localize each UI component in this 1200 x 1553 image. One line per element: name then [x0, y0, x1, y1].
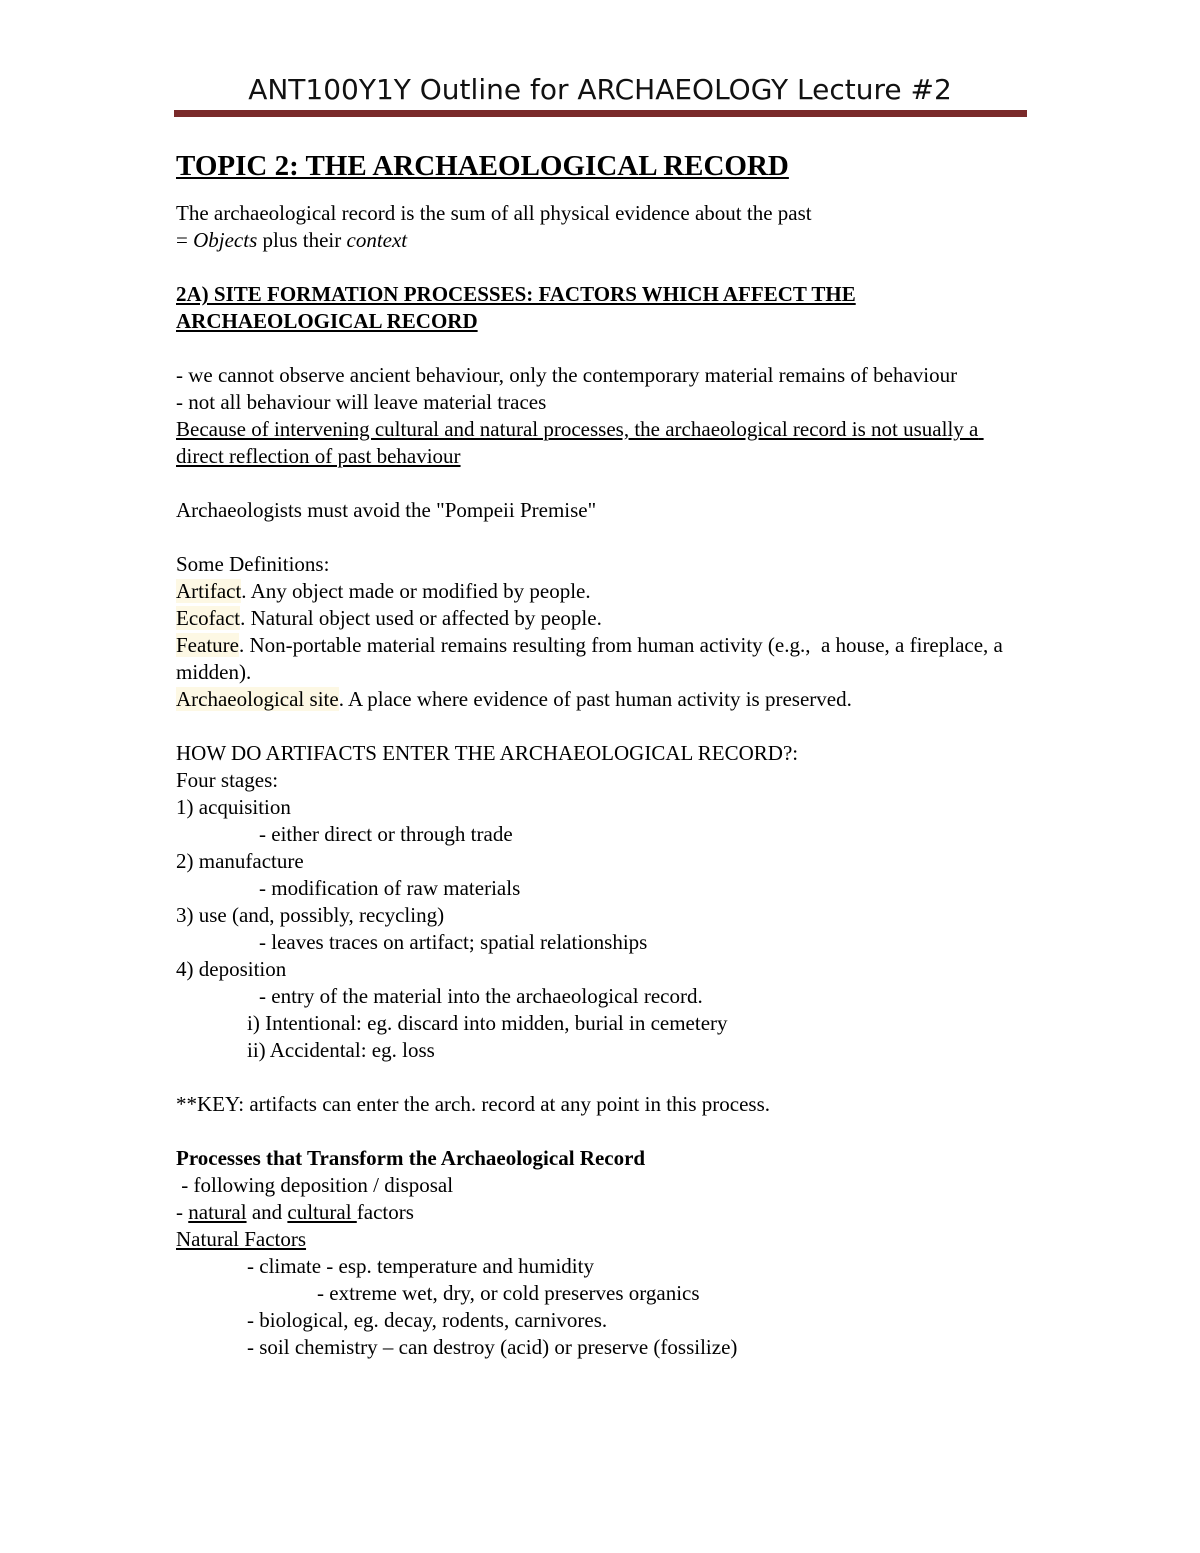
definition-site: [176, 686, 1006, 713]
definition-text: . Natural object used or affected by people.: [240, 606, 602, 630]
intro-line: The archaeological record is the sum of all physical evidence about the past: [176, 201, 812, 225]
document-body: [176, 148, 1009, 1361]
header-rule: [174, 110, 1027, 117]
term-feature: Feature: [176, 633, 239, 657]
transform-line-2: [176, 1199, 1006, 1226]
stage-4-detail: - entry of the material into the archaeological record.: [259, 984, 703, 1008]
transform-and: and: [246, 1200, 288, 1224]
transform-heading: Processes that Transform the Archaeological Record: [176, 1146, 646, 1170]
intro-definition: [176, 227, 1006, 254]
stage-2: 2) manufacture: [176, 849, 304, 873]
natural-factor-climate-detail: - extreme wet, dry, or cold preserves organics: [317, 1281, 700, 1305]
definitions-heading: Some Definitions:: [176, 552, 330, 576]
definition-text: . Any object made or modified by people.: [241, 579, 591, 603]
key-note: **KEY: artifacts can enter the arch. record at any point in this process.: [176, 1092, 771, 1116]
natural-factor-biological: - biological, eg. decay, rodents, carnivores.: [247, 1308, 608, 1332]
stage-1-detail: - either direct or through trade: [259, 822, 513, 846]
section-2a-heading: 2A) SITE FORMATION PROCESSES: FACTORS WHICH AFFECT THE ARCHAEOLOGICAL RECORD: [176, 282, 856, 333]
definition-feature: [176, 632, 1009, 686]
term-archaeological-site: Archaeological site: [176, 687, 339, 711]
transform-dash: -: [176, 1200, 189, 1224]
definition-text: . Non-portable material remains resulting from human activity (e.g., a house, a fireplace, a midden).: [176, 633, 1009, 684]
intro-eq: =: [176, 228, 194, 252]
definition-artifact: [176, 578, 1006, 605]
section-2a-bullet-2: - not all behaviour will leave material traces: [176, 390, 547, 414]
transform-line-1: - following deposition / disposal: [176, 1173, 454, 1197]
natural-factor-soil: - soil chemistry – can destroy (acid) or preserve (fossilize): [247, 1335, 738, 1359]
header-title: ANT100Y1Y Outline for ARCHAEOLOGY Lecture #2: [248, 73, 952, 106]
stage-2-detail: - modification of raw materials: [259, 876, 521, 900]
stage-4-accidental: ii) Accidental: eg. loss: [247, 1038, 435, 1062]
intro-context: context: [346, 228, 408, 252]
stages-intro: Four stages:: [176, 768, 279, 792]
intro-objects: Objects: [193, 228, 258, 252]
stage-3-detail: - leaves traces on artifact; spatial relationships: [259, 930, 648, 954]
definition-text: . A place where evidence of past human activity is preserved.: [338, 687, 852, 711]
stages-question: HOW DO ARTIFACTS ENTER THE ARCHAEOLOGICAL RECORD?:: [176, 741, 799, 765]
natural-factor-climate: - climate - esp. temperature and humidity: [247, 1254, 594, 1278]
section-2a-bullet-1: - we cannot observe ancient behaviour, only the contemporary material remains of behaviour: [176, 363, 958, 387]
stage-4-intentional: i) Intentional: eg. discard into midden, burial in cemetery: [247, 1011, 728, 1035]
intro-plus: plus their: [257, 228, 347, 252]
natural-factors-heading: Natural Factors: [176, 1227, 307, 1251]
term-ecofact: Ecofact: [176, 606, 241, 630]
topic-heading: TOPIC 2: THE ARCHAEOLOGICAL RECORD: [176, 150, 789, 182]
stage-1: 1) acquisition: [176, 795, 291, 819]
stage-4: 4) deposition: [176, 957, 287, 981]
stage-3: 3) use (and, possibly, recycling): [176, 903, 445, 927]
pompeii-premise: Archaeologists must avoid the "Pompeii Premise": [176, 498, 597, 522]
term-artifact: Artifact: [176, 579, 242, 603]
definition-ecofact: [176, 605, 1006, 632]
transform-natural: natural: [188, 1200, 247, 1224]
section-2a-underlined-statement: Because of intervening cultural and natural processes, the archaeological record is not usually a direct reflection of past behaviour: [176, 417, 984, 468]
transform-cultural: cultural: [287, 1200, 357, 1224]
transform-factors: factors: [356, 1200, 414, 1224]
